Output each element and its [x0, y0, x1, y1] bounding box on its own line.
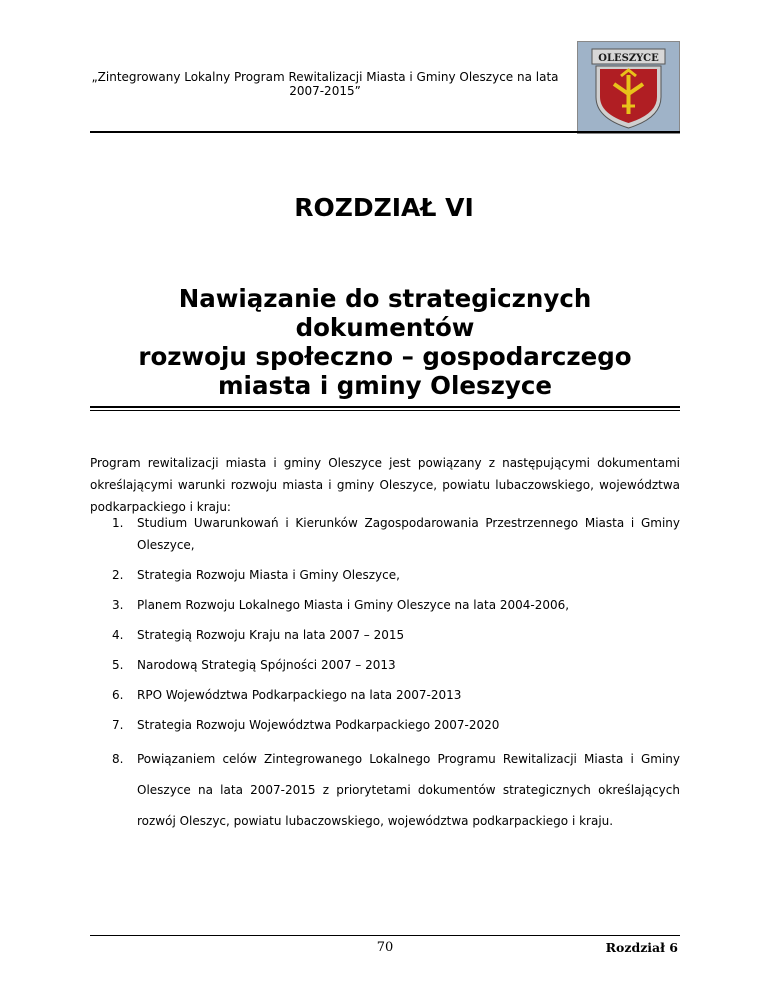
- list-item-text: Powiązaniem celów Zintegrowanego Lokalnego Programu Rewitalizacji Miasta i Gminy Oleszyce na lata 2007-2015 z priorytetami dokumentów strategicznych określających rozwój Oleszyc, powiatu lubaczowskiego, województwa podkarpackiego i kraju.: [137, 752, 680, 828]
- list-item: [90, 512, 680, 556]
- list-item-text: Strategia Rozwoju Województwa Podkarpackiego 2007-2020: [137, 718, 500, 732]
- header-running-title: „Zintegrowany Lokalny Program Rewitalizacji Miasta i Gminy Oleszyce na lata 2007-2015”: [91, 70, 559, 98]
- list-item: [90, 564, 680, 586]
- documents-list: [90, 512, 680, 837]
- chapter-title: [90, 284, 680, 400]
- chapter-title-line: rozwoju społeczno – gospodarczego: [138, 342, 632, 371]
- list-item-text: Strategią Rozwoju Kraju na lata 2007 – 2015: [137, 628, 405, 642]
- list-item-text: Planem Rozwoju Lokalnego Miasta i Gminy Oleszyce na lata 2004-2006,: [137, 598, 570, 612]
- list-item: [90, 624, 680, 646]
- logo-banner-text: OLESZYCE: [598, 53, 659, 64]
- list-item-text: Studium Uwarunkowań i Kierunków Zagospodarowania Przestrzennego Miasta i Gminy Oleszyce,: [137, 516, 680, 552]
- footer-divider: [90, 935, 680, 936]
- intro-paragraph: Program rewitalizacji miasta i gminy Oleszyce jest powiązany z następującymi dokumentami określającymi warunki rozwoju miasta i gminy Oleszyce, powiatu lubaczowskiego, województwa podkarpackiego i kraju:: [90, 456, 680, 514]
- chapter-title-line: Nawiązanie do strategicznych: [178, 284, 592, 313]
- list-item-number: 5.: [112, 658, 124, 672]
- coat-of-arms-logo: [577, 41, 680, 134]
- list-item-text: Narodową Strategią Spójności 2007 – 2013: [137, 658, 396, 672]
- list-item-number: 2.: [112, 568, 124, 582]
- title-rule-thin: [90, 410, 680, 411]
- list-item-number: 3.: [112, 598, 124, 612]
- header-divider: [90, 131, 680, 133]
- title-rule-thick: [90, 406, 680, 408]
- list-item: [90, 684, 680, 706]
- chapter-title-line: miasta i gminy Oleszyce: [218, 371, 552, 400]
- list-item: [90, 714, 680, 736]
- list-item-number: 7.: [112, 718, 124, 732]
- list-item: [90, 744, 680, 837]
- list-item-number: 8.: [112, 752, 124, 766]
- footer-chapter-label: Rozdział 6: [605, 940, 678, 955]
- list-item-text: RPO Województwa Podkarpackiego na lata 2007-2013: [137, 688, 462, 702]
- page-number: 70: [376, 940, 394, 955]
- list-item-number: 4.: [112, 628, 124, 642]
- list-item: [90, 654, 680, 676]
- chapter-title-line: dokumentów: [295, 313, 475, 342]
- list-item: [90, 594, 680, 616]
- list-item-number: 6.: [112, 688, 124, 702]
- list-item-number: 1.: [112, 516, 124, 530]
- chapter-label: ROZDZIAŁ VI: [294, 193, 474, 222]
- list-item-text: Strategia Rozwoju Miasta i Gminy Oleszyce,: [137, 568, 400, 582]
